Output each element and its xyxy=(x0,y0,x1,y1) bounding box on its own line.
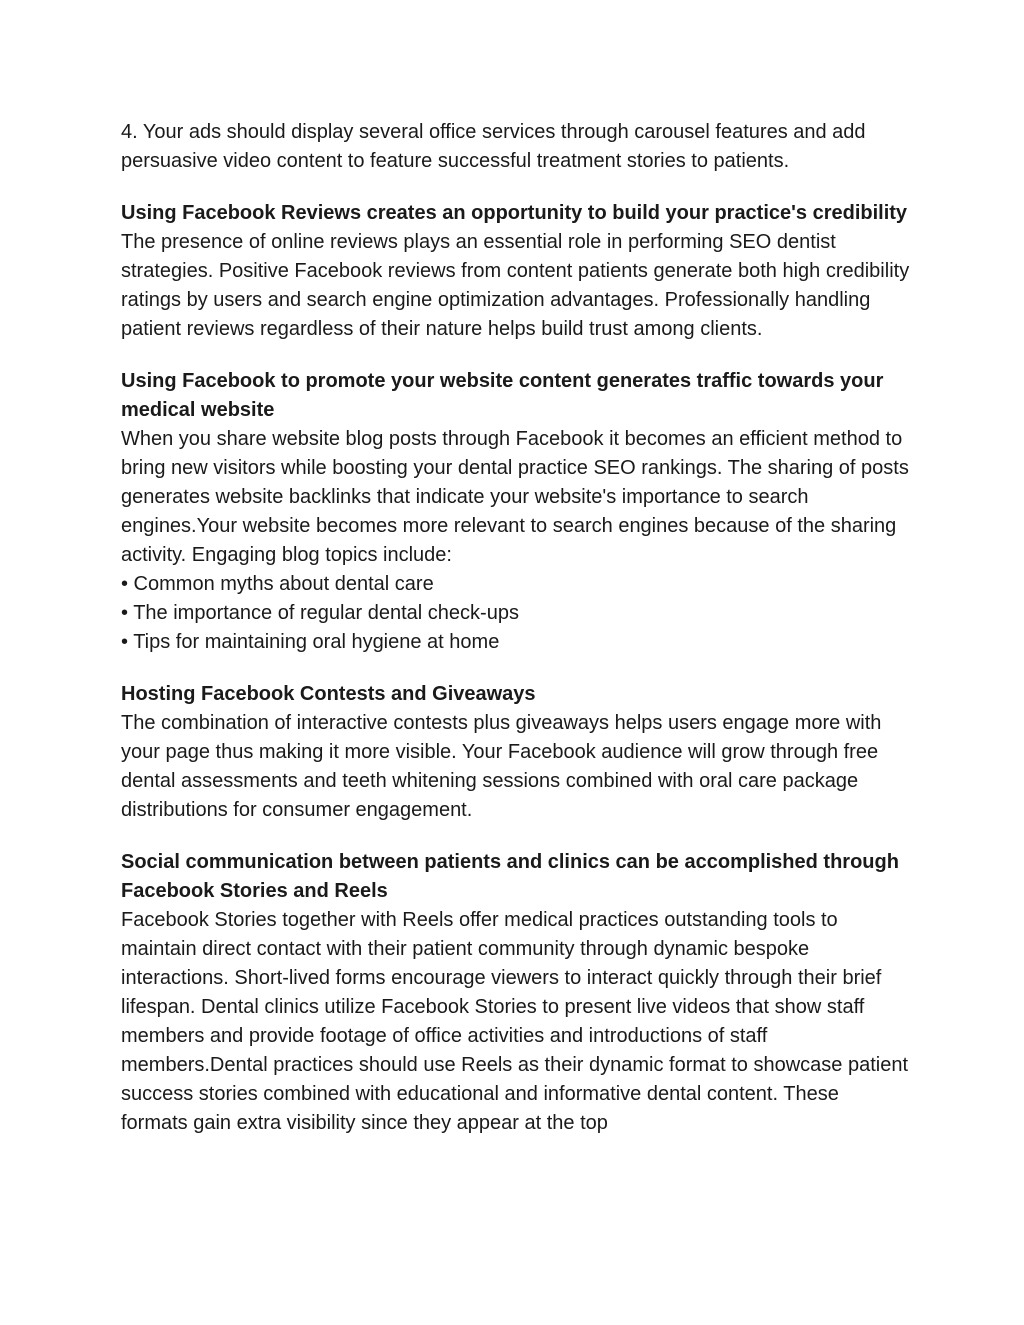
document-page xyxy=(121,118,911,1161)
section-stories-reels xyxy=(121,848,911,1138)
section-website-content xyxy=(121,367,911,657)
section-heading: Using Facebook to promote your website content generates traffic towards your medical website xyxy=(121,370,884,421)
list-item: • The importance of regular dental check-ups xyxy=(121,602,519,624)
section-heading: Using Facebook Reviews creates an opportunity to build your practice's credibility xyxy=(121,202,908,224)
section-heading: Social communication between patients and clinics can be accomplished through Facebook Stories and Reels xyxy=(121,851,899,902)
section-body: The presence of online reviews plays an essential role in performing SEO dentist strategies. Positive Facebook reviews from content patients generate both high credibility ratings by users and search engine optimization advantages. Professionally handling patient reviews regardless of their nature helps build trust among clients. xyxy=(121,231,910,340)
section-body: The combination of interactive contests plus giveaways helps users engage more with your page thus making it more visible. Your Facebook audience will grow through free dental assessments and teeth whitening sessions combined with oral care package distributions for consumer engagement. xyxy=(121,712,882,821)
list-item: • Tips for maintaining oral hygiene at home xyxy=(121,631,500,653)
section-body: Facebook Stories together with Reels offer medical practices outstanding tools to maintain direct contact with their patient community through dynamic bespoke interactions. Short-lived forms encourage viewers to interact quickly through their brief lifespan. Dental clinics utilize Facebook Stories to present live videos that show staff members and provide footage of office activities and introductions of staff members.Dental practices should use Reels as their dynamic format to showcase patient success stories combined with educational and informative dental content. These formats gain extra visibility since they appear at the top xyxy=(121,909,909,1134)
section-heading: Hosting Facebook Contests and Giveaways xyxy=(121,683,536,705)
section-body: When you share website blog posts through Facebook it becomes an efficient method to bring new visitors while boosting your dental practice SEO rankings. The sharing of posts generates website backlinks that indicate your website's importance to search engines.Your website becomes more relevant to search engines because of the sharing activity. Engaging blog topics include: xyxy=(121,428,909,566)
section-contests-giveaways xyxy=(121,680,911,825)
list-item: • Common myths about dental care xyxy=(121,573,434,595)
section-facebook-reviews xyxy=(121,199,911,344)
intro-paragraph: 4. Your ads should display several office services through carousel features and add persuasive video content to feature successful treatment stories to patients. xyxy=(121,121,866,172)
